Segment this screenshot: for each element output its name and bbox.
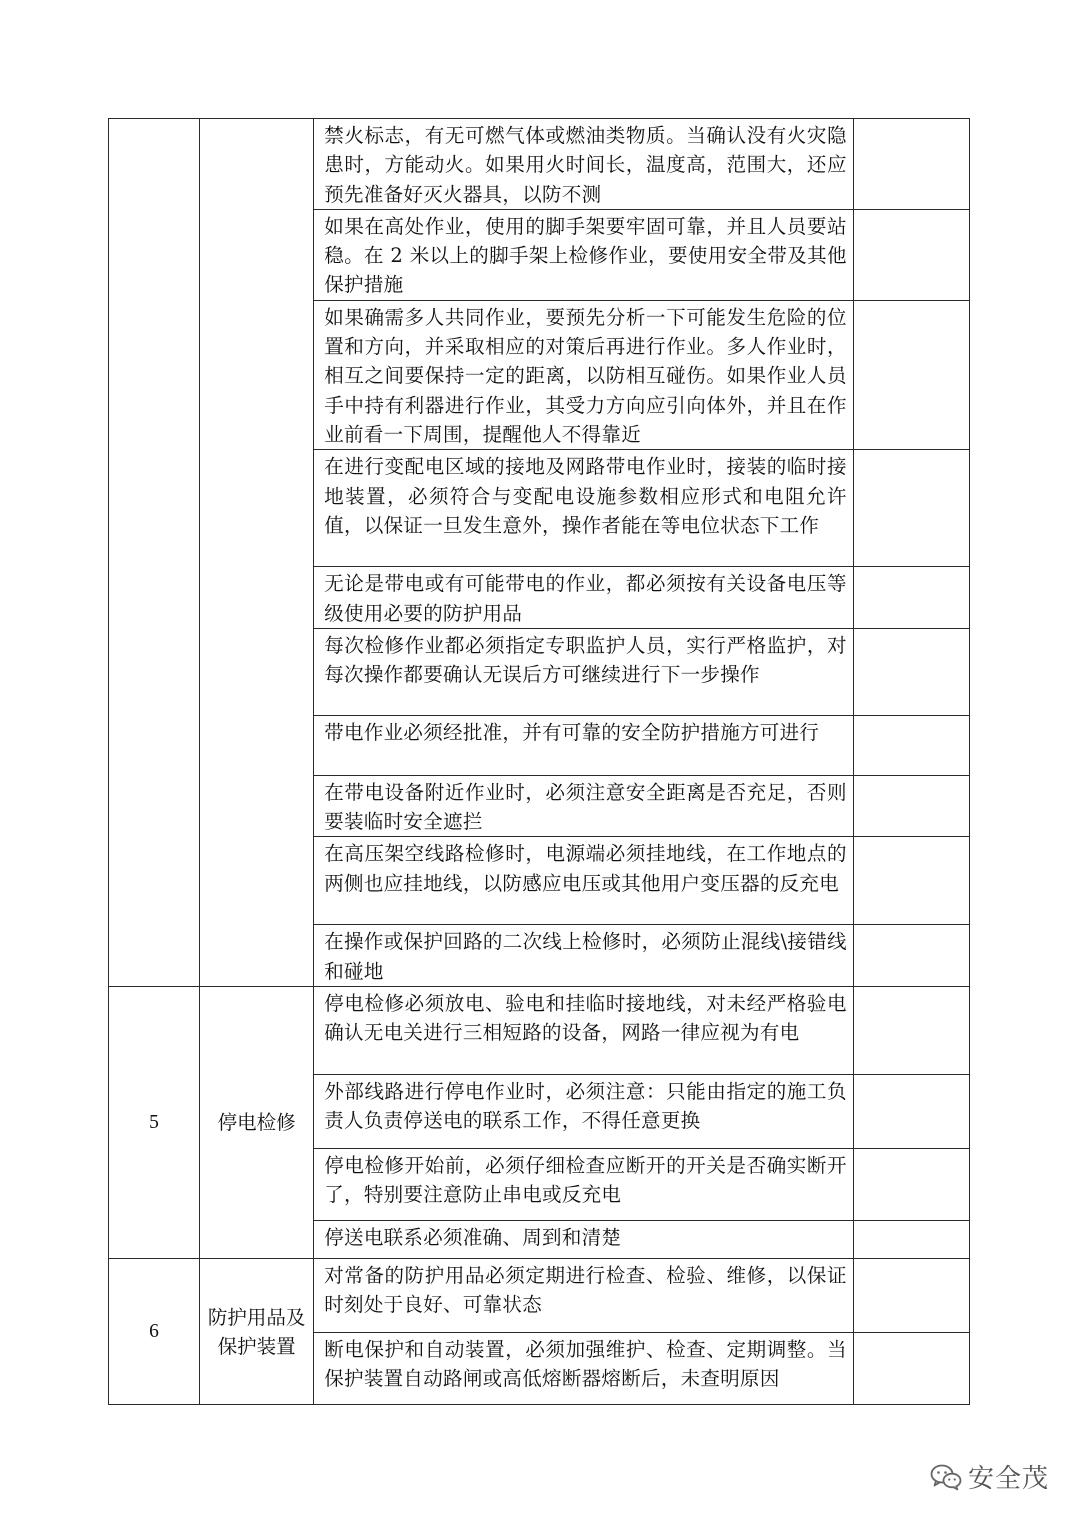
row-number: 6 xyxy=(109,1259,200,1405)
content-cell: 断电保护和自动装置，必须加强维护、检查、定期调整。当保护装置自动路闸或高低熔断器熔断后，未查明原因 xyxy=(314,1333,854,1405)
table-row xyxy=(109,1259,970,1333)
content-cell: 禁火标志，有无可燃气体或燃油类物质。当确认没有火灾隐患时，方能动火。如果用火时间长，温度高，范围大，还应预先准备好灭火器具，以防不测 xyxy=(314,119,854,210)
check-cell xyxy=(853,1149,969,1221)
check-cell xyxy=(853,209,969,300)
check-cell xyxy=(853,715,969,775)
content-cell: 如果在高处作业，使用的脚手架要牢固可靠，并且人员要站稳。在 2 米以上的脚手架上检修作业，要使用安全带及其他保护措施 xyxy=(314,209,854,300)
table-row xyxy=(109,987,970,1075)
check-cell xyxy=(853,1221,969,1259)
check-cell xyxy=(853,567,969,629)
watermark-text: 安全茂 xyxy=(968,1464,1050,1494)
check-cell xyxy=(853,775,969,837)
content-cell: 如果确需多人共同作业，要预先分析一下可能发生危险的位置和方向，并采取相应的对策后再进行作业。多人作业时，相互之间要保持一定的距离，以防相互碰伤。如果作业人员手中持有利器进行作业，其受力方向应引向体外，并且在作业前看一下周围，提醒他人不得靠近 xyxy=(314,300,854,449)
table-row xyxy=(109,119,970,210)
check-cell xyxy=(853,925,969,987)
content-cell: 在操作或保护回路的二次线上检修时，必须防止混线\接错线和碰地 xyxy=(314,925,854,987)
content-cell: 停电检修开始前，必须仔细检查应断开的开关是否确实断开了，特别要注意防止串电或反充电 xyxy=(314,1149,854,1221)
check-cell xyxy=(853,450,969,567)
check-cell xyxy=(853,1075,969,1149)
content-cell: 停电检修必须放电、验电和挂临时接地线，对未经严格验电确认无电关进行三相短路的设备，网路一律应视为有电 xyxy=(314,987,854,1075)
check-cell xyxy=(853,1333,969,1405)
content-cell: 在带电设备附近作业时，必须注意安全距离是否充足，否则要装临时安全遮拦 xyxy=(314,775,854,837)
item-cell-empty xyxy=(200,119,314,987)
content-cell: 带电作业必须经批准，并有可靠的安全防护措施方可进行 xyxy=(314,715,854,775)
content-cell: 停送电联系必须准确、周到和清楚 xyxy=(314,1221,854,1259)
check-cell xyxy=(853,987,969,1075)
check-cell xyxy=(853,628,969,715)
check-cell xyxy=(853,837,969,925)
row-number: 5 xyxy=(109,987,200,1259)
check-cell xyxy=(853,119,969,210)
number-cell-empty xyxy=(109,119,200,987)
content-cell: 对常备的防护用品必须定期进行检查、检验、维修，以保证时刻处于良好、可靠状态 xyxy=(314,1259,854,1333)
content-cell: 每次检修作业都必须指定专职监护人员，实行严格监护，对每次操作都要确认无误后方可继续进行下一步操作 xyxy=(314,628,854,715)
safety-table xyxy=(108,118,970,1405)
item-name: 防护用品及保护装置 xyxy=(200,1259,314,1405)
content-cell: 外部线路进行停电作业时，必须注意：只能由指定的施工负责人负责停送电的联系工作，不得任意更换 xyxy=(314,1075,854,1149)
wechat-icon xyxy=(930,1463,962,1491)
content-cell: 无论是带电或有可能带电的作业，都必须按有关设备电压等级使用必要的防护用品 xyxy=(314,567,854,629)
content-cell: 在高压架空线路检修时，电源端必须挂地线，在工作地点的两侧也应挂地线，以防感应电压或其他用户变压器的反充电 xyxy=(314,837,854,925)
check-cell xyxy=(853,1259,969,1333)
check-cell xyxy=(853,300,969,449)
content-cell: 在进行变配电区域的接地及网路带电作业时，接装的临时接地装置，必须符合与变配电设施参数相应形式和电阻允许值，以保证一旦发生意外，操作者能在等电位状态下工作 xyxy=(314,450,854,567)
watermark xyxy=(930,1458,1049,1495)
item-name: 停电检修 xyxy=(200,987,314,1259)
